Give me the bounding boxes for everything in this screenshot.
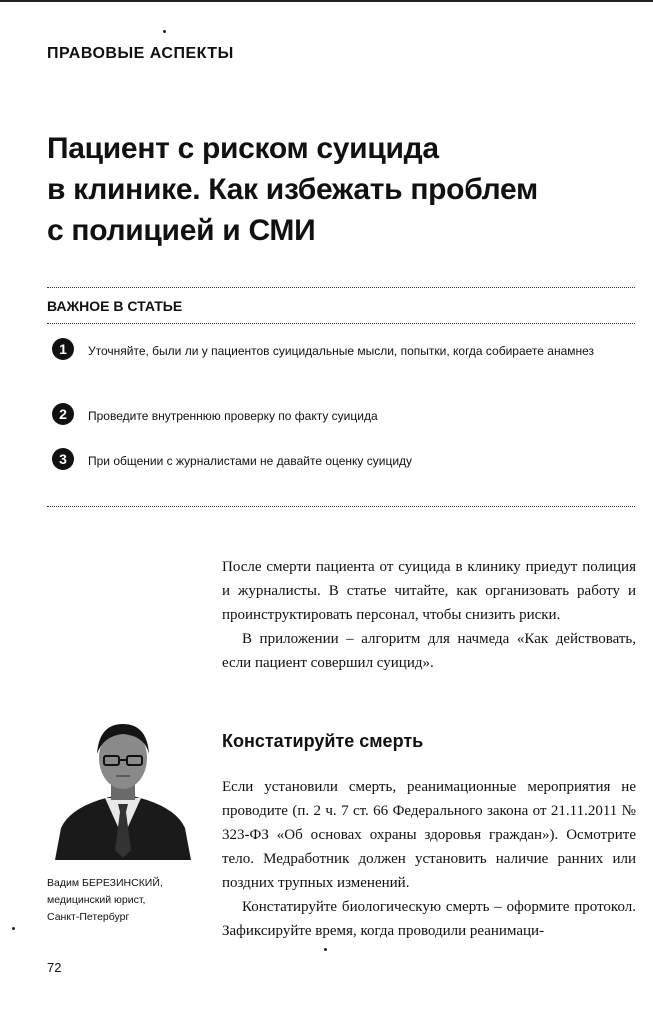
article-title xyxy=(47,128,627,251)
page-number: 72 xyxy=(47,960,62,975)
title-line: с полицией и СМИ xyxy=(47,214,316,247)
author-name: Вадим БЕРЕЗИНСКИЙ, xyxy=(47,877,163,889)
title-line: Пациент с риском суицида xyxy=(47,132,439,165)
author-city: Санкт-Петербург xyxy=(47,911,130,923)
section-heading: Констатируйте смерть xyxy=(222,731,424,751)
top-border xyxy=(0,0,653,2)
title-line: в клинике. Как избежать проблем xyxy=(47,173,538,206)
intro-text xyxy=(222,555,636,675)
divider-dotted xyxy=(47,287,635,288)
scan-speck xyxy=(324,948,327,951)
author-caption xyxy=(47,875,207,926)
author-role: медицинский юрист, xyxy=(47,894,146,906)
number-badge: 1 xyxy=(52,338,74,360)
paragraph: Констатируйте биологическую смерть – оформите протокол. Зафиксируйте время, когда проводили реанимаци- xyxy=(222,899,636,939)
section-label: ПРАВОВЫЕ АСПЕКТЫ xyxy=(47,45,234,62)
scan-speck xyxy=(12,927,15,930)
number-badge: 2 xyxy=(52,403,74,425)
key-point-text: Уточняйте, были ли у пациентов суицидальные мысли, попытки, когда собираете анамнез xyxy=(88,344,595,358)
author-photo xyxy=(47,720,199,860)
key-point-text: Проведите внутреннюю проверку по факту суицида xyxy=(88,409,378,423)
key-point-text: При общении с журналистами не давайте оценку суициду xyxy=(88,454,413,468)
paragraph: Если установили смерть, реанимационные мероприятия не проводите (п. 2 ч. 7 ст. 66 Федерального закона от 21.11.2011 № 323-ФЗ «Об основах охраны здоровья граждан»). Осмотрите тело. Медработник должен установить наличие ранних или поздних трупных изменений. xyxy=(222,779,636,891)
divider-dotted xyxy=(47,323,635,324)
scan-speck xyxy=(163,30,166,33)
key-points-heading: ВАЖНОЕ В СТАТЬЕ xyxy=(47,298,183,314)
paragraph: После смерти пациента от суицида в клинику приедут полиция и журналисты. В статье читайте, как организовать работу и проинструктировать персонал, чтобы снизить риски. xyxy=(222,559,636,623)
number-badge: 3 xyxy=(52,448,74,470)
paragraph: В приложении – алгоритм для начмеда «Как действовать, если пациент совершил суицид». xyxy=(222,631,636,671)
section-text xyxy=(222,775,636,943)
divider-dotted xyxy=(47,506,635,507)
